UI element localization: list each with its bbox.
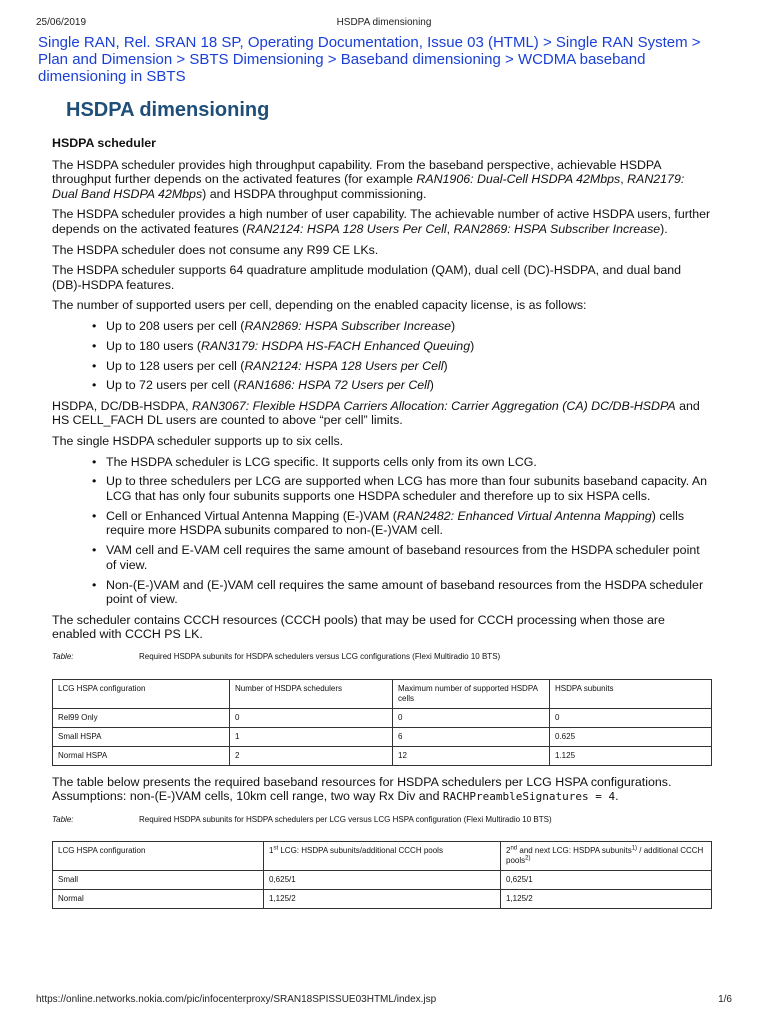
page-title: HSDPA dimensioning	[66, 99, 270, 121]
table-cell: 1.125	[550, 746, 712, 765]
list-item: • Cell or Enhanced Virtual Antenna Mapping (E-)VAM (RAN2482: Enhanced Virtual Antenna Mapping) cells require more HSDPA subunits compared to non-(E-)VAM cell.	[106, 509, 712, 538]
table-caption	[52, 813, 712, 828]
breadcrumb-link[interactable]: Plan and Dimension	[38, 51, 173, 68]
list-item: • Up to 180 users (RAN3179: HSDPA HS-FACH Enhanced Queuing)	[106, 339, 712, 354]
table-label: Table:	[52, 651, 74, 661]
table-caption	[52, 650, 712, 665]
page-number: 1/6	[718, 994, 732, 1005]
table-header: Number of HSDPA schedulers	[230, 679, 393, 708]
table-cell: 0	[393, 708, 550, 727]
table-cell: Rel99 Only	[53, 708, 230, 727]
table-cell: 1	[230, 727, 393, 746]
table-caption-text: Required HSDPA subunits for HSDPA schedulers per LCG versus LCG HSPA configuration (Flexi Multiradio 10 BTS)	[139, 814, 552, 824]
table-cell: 0	[230, 708, 393, 727]
table-caption-text: Required HSDPA subunits for HSDPA schedulers versus LCG configurations (Flexi Multiradio 10 BTS)	[139, 651, 501, 661]
table-header: 1st LCG: HSDPA subunits/additional CCCH pools	[264, 842, 501, 871]
table-header-row	[53, 842, 712, 871]
paragraph: The number of supported users per cell, depending on the enabled capacity license, is as follows:	[52, 298, 587, 313]
breadcrumb-link[interactable]: Single RAN System	[555, 34, 688, 51]
table-cell: 0	[550, 708, 712, 727]
table-row	[53, 871, 712, 890]
paragraph: The HSDPA scheduler does not consume any R99 CE LKs.	[52, 242, 379, 257]
breadcrumb-separator: >	[176, 51, 186, 68]
table-row	[53, 727, 712, 746]
breadcrumb-separator: >	[691, 34, 701, 51]
table-cell: 0.625	[550, 727, 712, 746]
table-header-row	[53, 679, 712, 708]
table-cell: 1,125/2	[501, 890, 712, 909]
footer-url: https://online.networks.nokia.com/pic/infocenterproxy/SRAN18SPISSUE03HTML/index.jsp	[36, 994, 437, 1005]
breadcrumb-link[interactable]: WCDMA baseband dimensioning in SBTS	[38, 51, 646, 85]
paragraph: The HSDPA scheduler supports 64 quadrature amplitude modulation (QAM), dual cell (DC)-HSDPA, and dual band (DB)-HSDPA features.	[52, 263, 682, 292]
section-title: HSDPA scheduler	[52, 136, 156, 150]
table-row	[53, 890, 712, 909]
table-row	[53, 708, 712, 727]
table-cell: Normal HSPA	[53, 746, 230, 765]
list-item: • Up to three schedulers per LCG are supported when LCG has more than four subunits baseband capacity. An LCG that has only four subunits supports one HSDPA scheduler and therefore up to six HSPA cells.	[106, 474, 712, 503]
table-header: HSDPA subunits	[550, 679, 712, 708]
list-item: • Non-(E-)VAM and (E-)VAM cell requires the same amount of baseband resources from the HSDPA scheduler point of view.	[106, 578, 712, 607]
breadcrumb-separator: >	[505, 51, 514, 68]
table-label: Table:	[52, 814, 74, 824]
paragraph: The single HSDPA scheduler supports up to six cells.	[52, 434, 344, 449]
table-header: 2nd and next LCG: HSDPA subunits$^{1)}$ / additional CCCH pools$^{2)}$	[501, 842, 712, 871]
table-cell: Small HSPA	[53, 727, 230, 746]
breadcrumb	[38, 34, 718, 85]
table-cell: Normal	[53, 890, 264, 909]
table-header: LCG HSPA configuration	[53, 842, 264, 871]
user-limits-list	[52, 319, 712, 393]
table-row	[53, 746, 712, 765]
print-title: HSDPA dimensioning	[336, 17, 432, 28]
table-cell: 6	[393, 727, 550, 746]
table-cell: 0,625/1	[264, 871, 501, 890]
breadcrumb-separator: >	[327, 51, 337, 68]
paragraph: The HSDPA scheduler provides high throughput capability. From the baseband perspective, achievable HSDPA throughput further depends on the activated features (for example RAN1906: Dual-Cell HSDPA 42Mbps, RAN2179: Dual Band HSDPA 42Mbps) and HSDPA throughput commissioning.	[52, 157, 685, 201]
paragraph: The table below presents the required baseband resources for HSDPA schedulers per LCG HSPA configurations. Assumptions: non-(E-)VAM cells, 10km cell range, two way Rx Div and RACHPreambleSignatures = 4.	[52, 774, 672, 804]
scheduler-list	[52, 455, 712, 607]
table-header: Maximum number of supported HSDPA cells	[393, 679, 550, 708]
paragraph: The HSDPA scheduler provides a high number of user capability. The achievable number of active HSDPA users, further depends on the activated features (RAN2124: HSPA 128 Users Per Cell, RAN2869: HSPA Subscriber Increase).	[52, 207, 711, 236]
article-body	[52, 136, 712, 909]
breadcrumb-link[interactable]: Baseband dimensioning	[340, 51, 501, 68]
table-cell: 1,125/2	[264, 890, 501, 909]
subunits-table	[52, 679, 712, 766]
list-item: • The HSDPA scheduler is LCG specific. It supports cells only from its own LCG.	[106, 455, 712, 470]
list-item: • Up to 208 users per cell (RAN2869: HSPA Subscriber Increase)	[106, 319, 712, 334]
list-item: • VAM cell and E-VAM cell requires the same amount of baseband resources from the HSDPA scheduler point of view.	[106, 543, 712, 572]
table-cell: 12	[393, 746, 550, 765]
print-date: 25/06/2019	[36, 17, 87, 28]
table-cell: 0,625/1	[501, 871, 712, 890]
paragraph: HSDPA, DC/DB-HSDPA, RAN3067: Flexible HSDPA Carriers Allocation: Carrier Aggregation (CA) DC/DB-HSDPA and HS CELL_FACH DL users are counted to above “per cell” limits.	[52, 398, 700, 428]
table-header: LCG HSPA configuration	[53, 679, 230, 708]
breadcrumb-link[interactable]: SBTS Dimensioning	[189, 51, 324, 68]
breadcrumb-separator: >	[542, 34, 552, 51]
table-cell: Small	[53, 871, 264, 890]
breadcrumb-link[interactable]: Single RAN, Rel. SRAN 18 SP, Operating Documentation, Issue 03 (HTML)	[38, 34, 539, 51]
list-item: • Up to 72 users per cell (RAN1686: HSPA 72 Users per Cell)	[106, 378, 712, 393]
list-item: • Up to 128 users per cell (RAN2124: HSPA 128 Users per Cell)	[106, 359, 712, 374]
code-snippet: RACHPreambleSignatures = 4	[442, 790, 616, 804]
paragraph: The scheduler contains CCCH resources (CCCH pools) that may be used for CCCH processing when those are enabled with CCCH PS LK.	[52, 612, 665, 642]
scheduler-resources-table	[52, 841, 712, 909]
table-cell: 2	[230, 746, 393, 765]
